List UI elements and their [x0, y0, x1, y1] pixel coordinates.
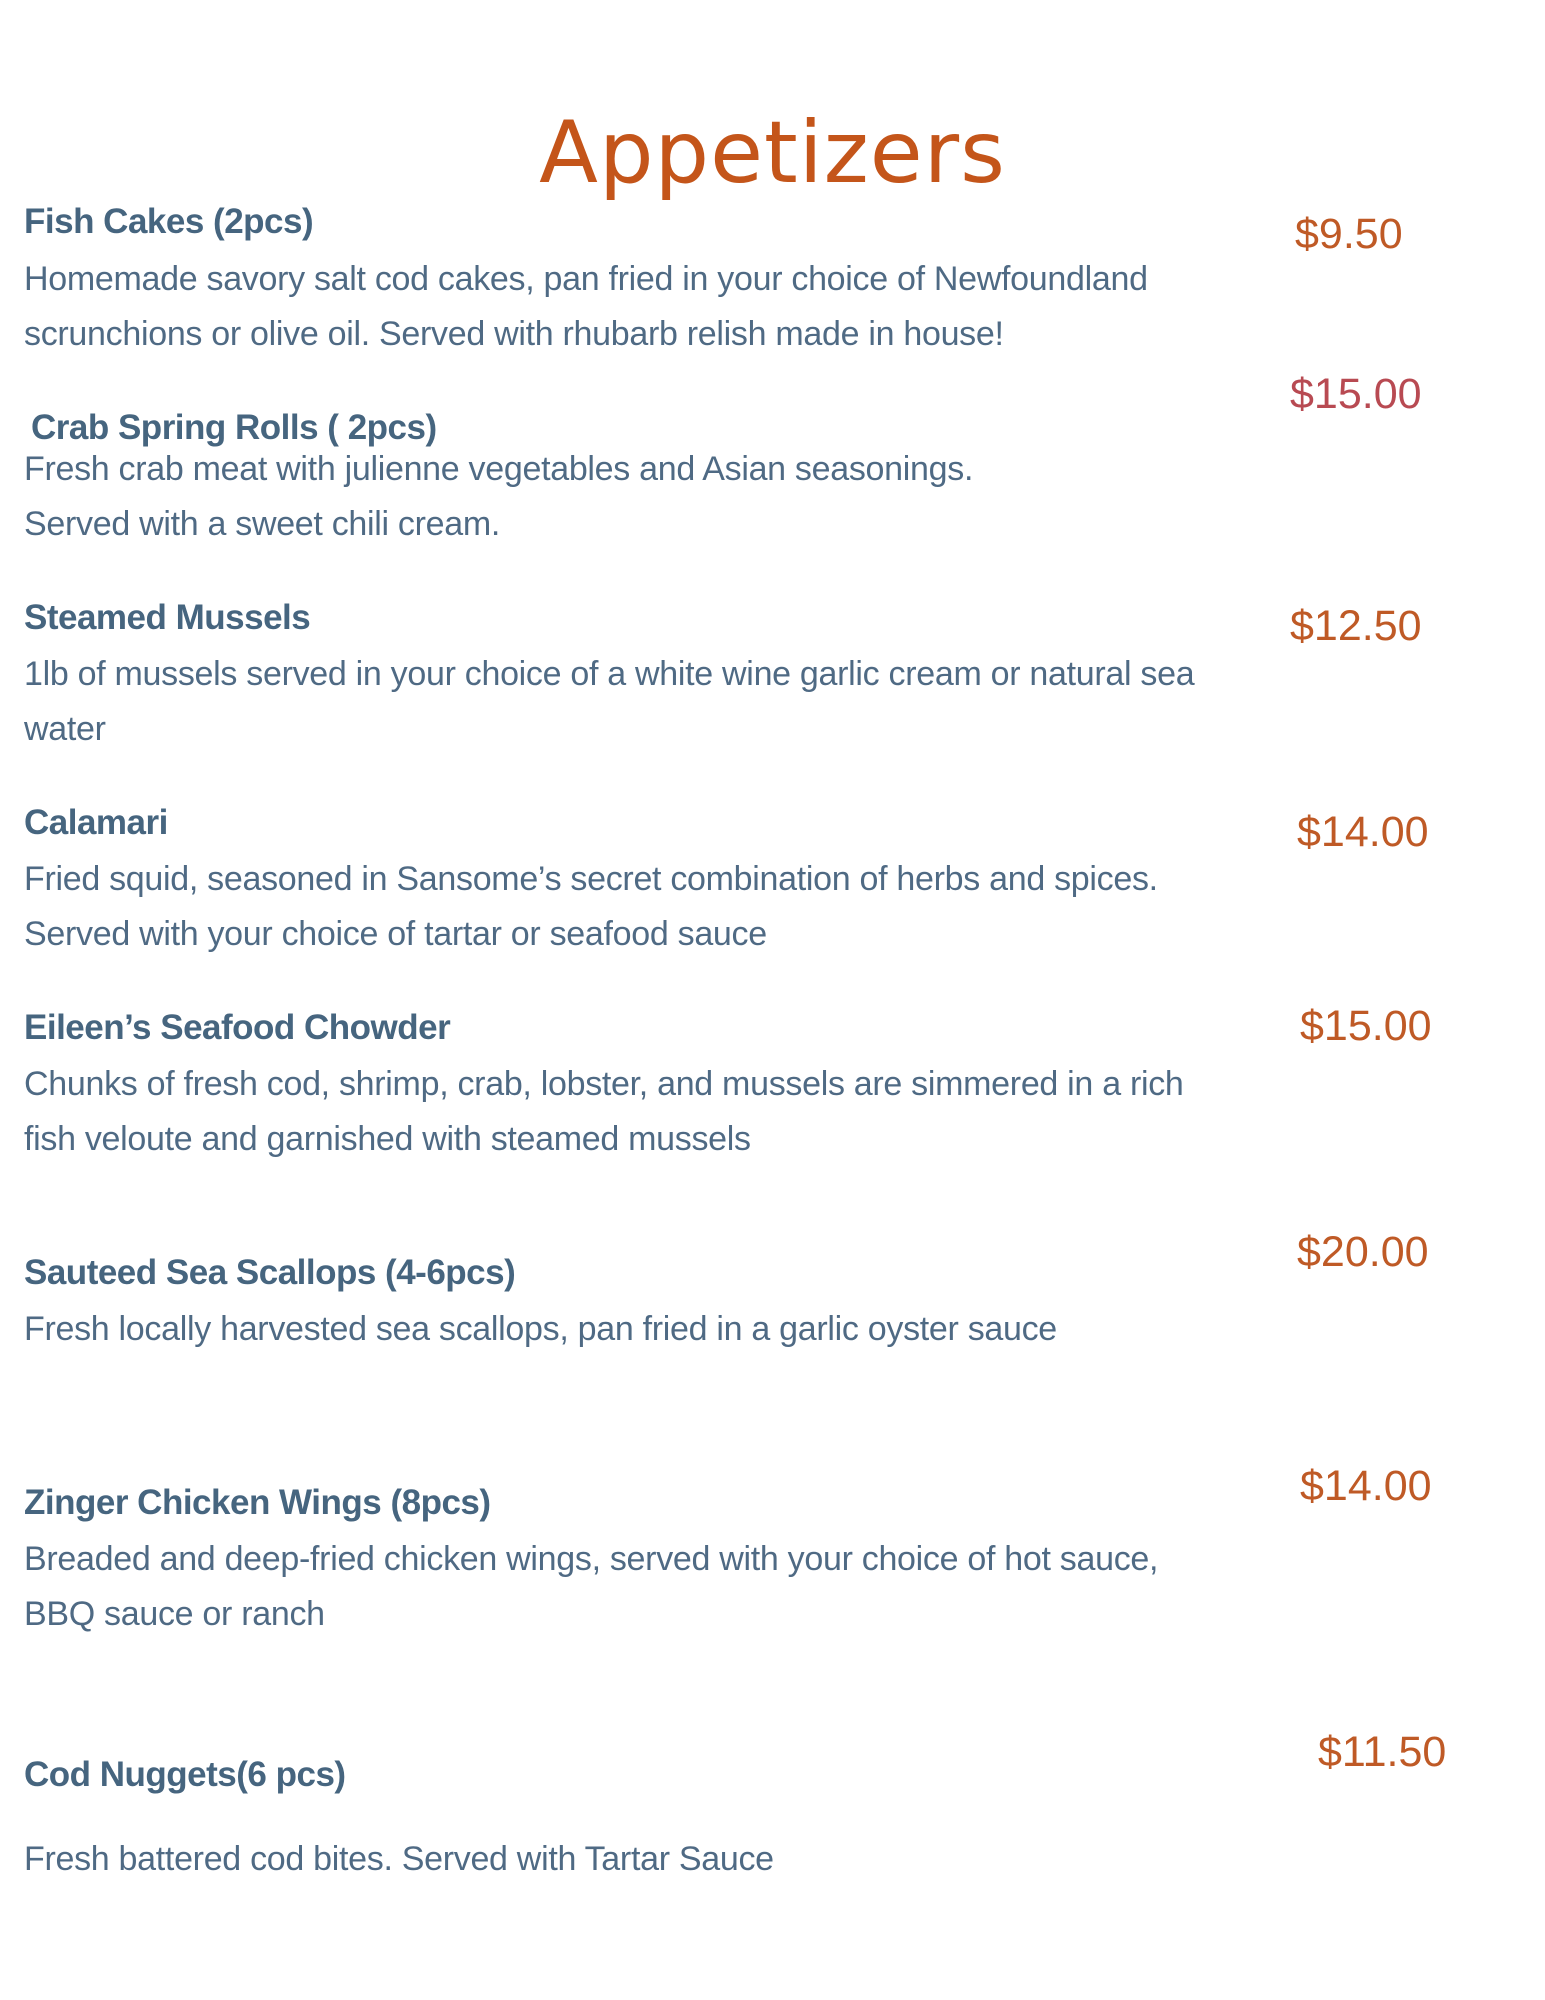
description-line: scrunchions or olive oil. Served with rhubarb relish made in house!: [24, 315, 1004, 353]
item-description-crab-spring-rolls: [24, 442, 1244, 552]
description-line: Breaded and deep-fried chicken wings, served with your choice of hot sauce,: [24, 1540, 1159, 1578]
item-description-chicken-wings: [24, 1532, 1244, 1642]
description-line: Served with a sweet chili cream.: [24, 505, 501, 543]
item-name-sea-scallops: Sauteed Sea Scallops (4-6pcs): [24, 1253, 516, 1292]
description-line: Fresh crab meat with julienne vegetables and Asian seasonings.: [24, 450, 974, 488]
item-price-crab-spring-rolls: $15.00: [1290, 370, 1422, 418]
item-description-fish-cakes: [24, 252, 1244, 362]
item-price-steamed-mussels: $12.50: [1290, 602, 1422, 650]
item-name-cod-nuggets: Cod Nuggets(6 pcs): [24, 1755, 346, 1794]
description-line: water: [24, 710, 106, 748]
description-line: Served with your choice of tartar or seafood sauce: [24, 915, 767, 953]
item-name-crab-spring-rolls: Crab Spring Rolls ( 2pcs): [31, 408, 437, 447]
item-description-calamari: [24, 852, 1244, 962]
item-description-steamed-mussels: [24, 647, 1244, 757]
description-line: Fried squid, seasoned in Sansome’s secret combination of herbs and spices.: [24, 860, 1158, 898]
item-price-cod-nuggets: $11.50: [1318, 1728, 1447, 1776]
menu-title: Appetizers: [539, 102, 1006, 203]
description-line: BBQ sauce or ranch: [24, 1595, 325, 1633]
description-line: Homemade savory salt cod cakes, pan fried in your choice of Newfoundland: [24, 260, 1148, 298]
item-name-seafood-chowder: Eileen’s Seafood Chowder: [24, 1008, 451, 1047]
description-line: fish veloute and garnished with steamed mussels: [24, 1120, 751, 1158]
description-line: Chunks of fresh cod, shrimp, crab, lobster, and mussels are simmered in a rich: [24, 1065, 1184, 1103]
item-description-cod-nuggets: [24, 1832, 1244, 1887]
item-price-sea-scallops: $20.00: [1297, 1228, 1429, 1276]
item-price-seafood-chowder: $15.00: [1300, 1002, 1432, 1050]
item-price-calamari: $14.00: [1297, 808, 1429, 856]
item-description-sea-scallops: [24, 1302, 1244, 1357]
description-line: 1lb of mussels served in your choice of a white wine garlic cream or natural sea: [24, 655, 1195, 693]
item-description-seafood-chowder: [24, 1057, 1244, 1167]
item-price-fish-cakes: $9.50: [1295, 210, 1403, 258]
description-line: Fresh battered cod bites. Served with Tartar Sauce: [24, 1840, 774, 1878]
item-name-fish-cakes: Fish Cakes (2pcs): [24, 202, 314, 241]
item-name-calamari: Calamari: [24, 803, 168, 842]
item-name-steamed-mussels: Steamed Mussels: [24, 598, 311, 637]
item-price-chicken-wings: $14.00: [1300, 1462, 1432, 1510]
description-line: Fresh locally harvested sea scallops, pan fried in a garlic oyster sauce: [24, 1310, 1057, 1348]
item-name-chicken-wings: Zinger Chicken Wings (8pcs): [24, 1483, 491, 1522]
